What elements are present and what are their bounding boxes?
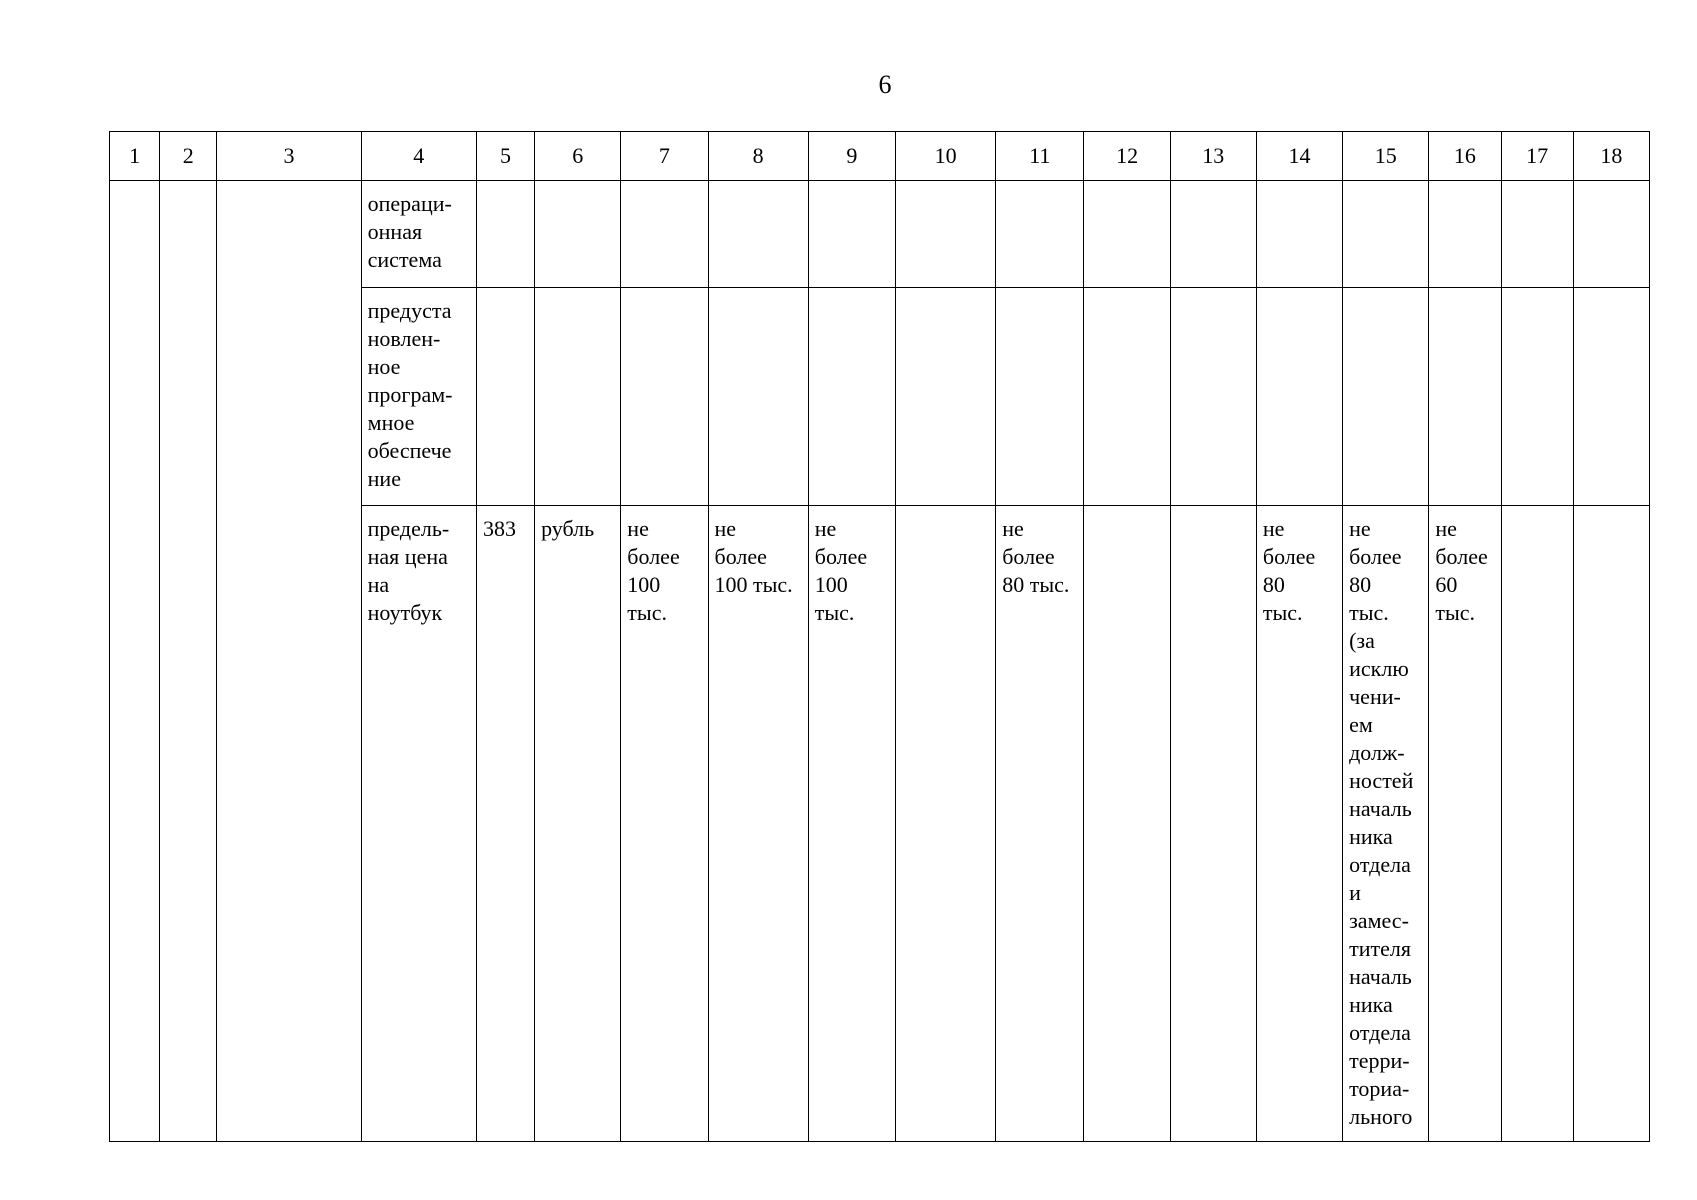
cell-col18 bbox=[1573, 506, 1649, 1142]
cell-col8 bbox=[708, 288, 808, 506]
cell-col11 bbox=[996, 288, 1084, 506]
cell-col13 bbox=[1170, 506, 1256, 1142]
cell-col14 bbox=[1256, 181, 1342, 288]
column-header: 12 bbox=[1084, 132, 1170, 181]
cell-col9: не более 100 тыс. bbox=[808, 506, 895, 1142]
cell-col8 bbox=[708, 181, 808, 288]
table-header-row bbox=[110, 132, 1650, 181]
cell-col10 bbox=[895, 181, 995, 288]
cell-col12 bbox=[1084, 288, 1170, 506]
cell-col3 bbox=[217, 181, 361, 1142]
cell-col13 bbox=[1170, 181, 1256, 288]
column-header: 17 bbox=[1501, 132, 1573, 181]
cell-col16 bbox=[1429, 181, 1501, 288]
cell-col18 bbox=[1573, 181, 1649, 288]
cell-col18 bbox=[1573, 288, 1649, 506]
column-header: 13 bbox=[1170, 132, 1256, 181]
requirements-table bbox=[109, 131, 1650, 1142]
column-header: 1 bbox=[110, 132, 160, 181]
cell-characteristic: предель- ная цена на ноутбук bbox=[361, 506, 476, 1142]
cell-col1 bbox=[110, 181, 160, 1142]
column-header: 18 bbox=[1573, 132, 1649, 181]
cell-code: 383 bbox=[476, 506, 534, 1142]
cell-unit: рубль bbox=[535, 506, 621, 1142]
column-header: 5 bbox=[476, 132, 534, 181]
column-header: 14 bbox=[1256, 132, 1342, 181]
cell-col7 bbox=[621, 181, 708, 288]
cell-col14: не более 80 тыс. bbox=[1256, 506, 1342, 1142]
cell-col6 bbox=[535, 181, 621, 288]
cell-col11 bbox=[996, 181, 1084, 288]
cell-col10 bbox=[895, 506, 995, 1142]
cell-col9 bbox=[808, 288, 895, 506]
cell-col11: не более 80 тыс. bbox=[996, 506, 1084, 1142]
column-header: 16 bbox=[1429, 132, 1501, 181]
cell-col2 bbox=[160, 181, 217, 1142]
cell-col7: не более 100 тыс. bbox=[621, 506, 708, 1142]
cell-col14 bbox=[1256, 288, 1342, 506]
cell-col8: не более 100 тыс. bbox=[708, 506, 808, 1142]
cell-col12 bbox=[1084, 506, 1170, 1142]
page-number: 6 bbox=[878, 70, 892, 99]
cell-col13 bbox=[1170, 288, 1256, 506]
column-header: 4 bbox=[361, 132, 476, 181]
table-row bbox=[110, 181, 1650, 288]
column-header: 3 bbox=[217, 132, 361, 181]
cell-col12 bbox=[1084, 181, 1170, 288]
cell-col15: не более 80 тыс. (за исклю чени- ем долж- ностей началь ника отдела и замес- тителя началь ника отдела терри- ториа- льного bbox=[1343, 506, 1429, 1142]
column-header: 8 bbox=[708, 132, 808, 181]
cell-col16: не более 60 тыс. bbox=[1429, 506, 1501, 1142]
cell-col17 bbox=[1501, 181, 1573, 288]
cell-col6 bbox=[535, 288, 621, 506]
column-header: 7 bbox=[621, 132, 708, 181]
column-header: 15 bbox=[1343, 132, 1429, 181]
column-header: 10 bbox=[895, 132, 995, 181]
cell-col15 bbox=[1343, 288, 1429, 506]
cell-col17 bbox=[1501, 288, 1573, 506]
cell-characteristic: предуста новлен- ное програм- мное обеспече ние bbox=[361, 288, 476, 506]
cell-col15 bbox=[1343, 181, 1429, 288]
column-header: 9 bbox=[808, 132, 895, 181]
column-header: 2 bbox=[160, 132, 217, 181]
cell-col5 bbox=[476, 181, 534, 288]
column-header: 11 bbox=[996, 132, 1084, 181]
cell-col10 bbox=[895, 288, 995, 506]
cell-col9 bbox=[808, 181, 895, 288]
cell-col16 bbox=[1429, 288, 1501, 506]
column-header: 6 bbox=[535, 132, 621, 181]
cell-col17 bbox=[1501, 506, 1573, 1142]
cell-col7 bbox=[621, 288, 708, 506]
cell-characteristic: операци- онная система bbox=[361, 181, 476, 288]
cell-col5 bbox=[476, 288, 534, 506]
